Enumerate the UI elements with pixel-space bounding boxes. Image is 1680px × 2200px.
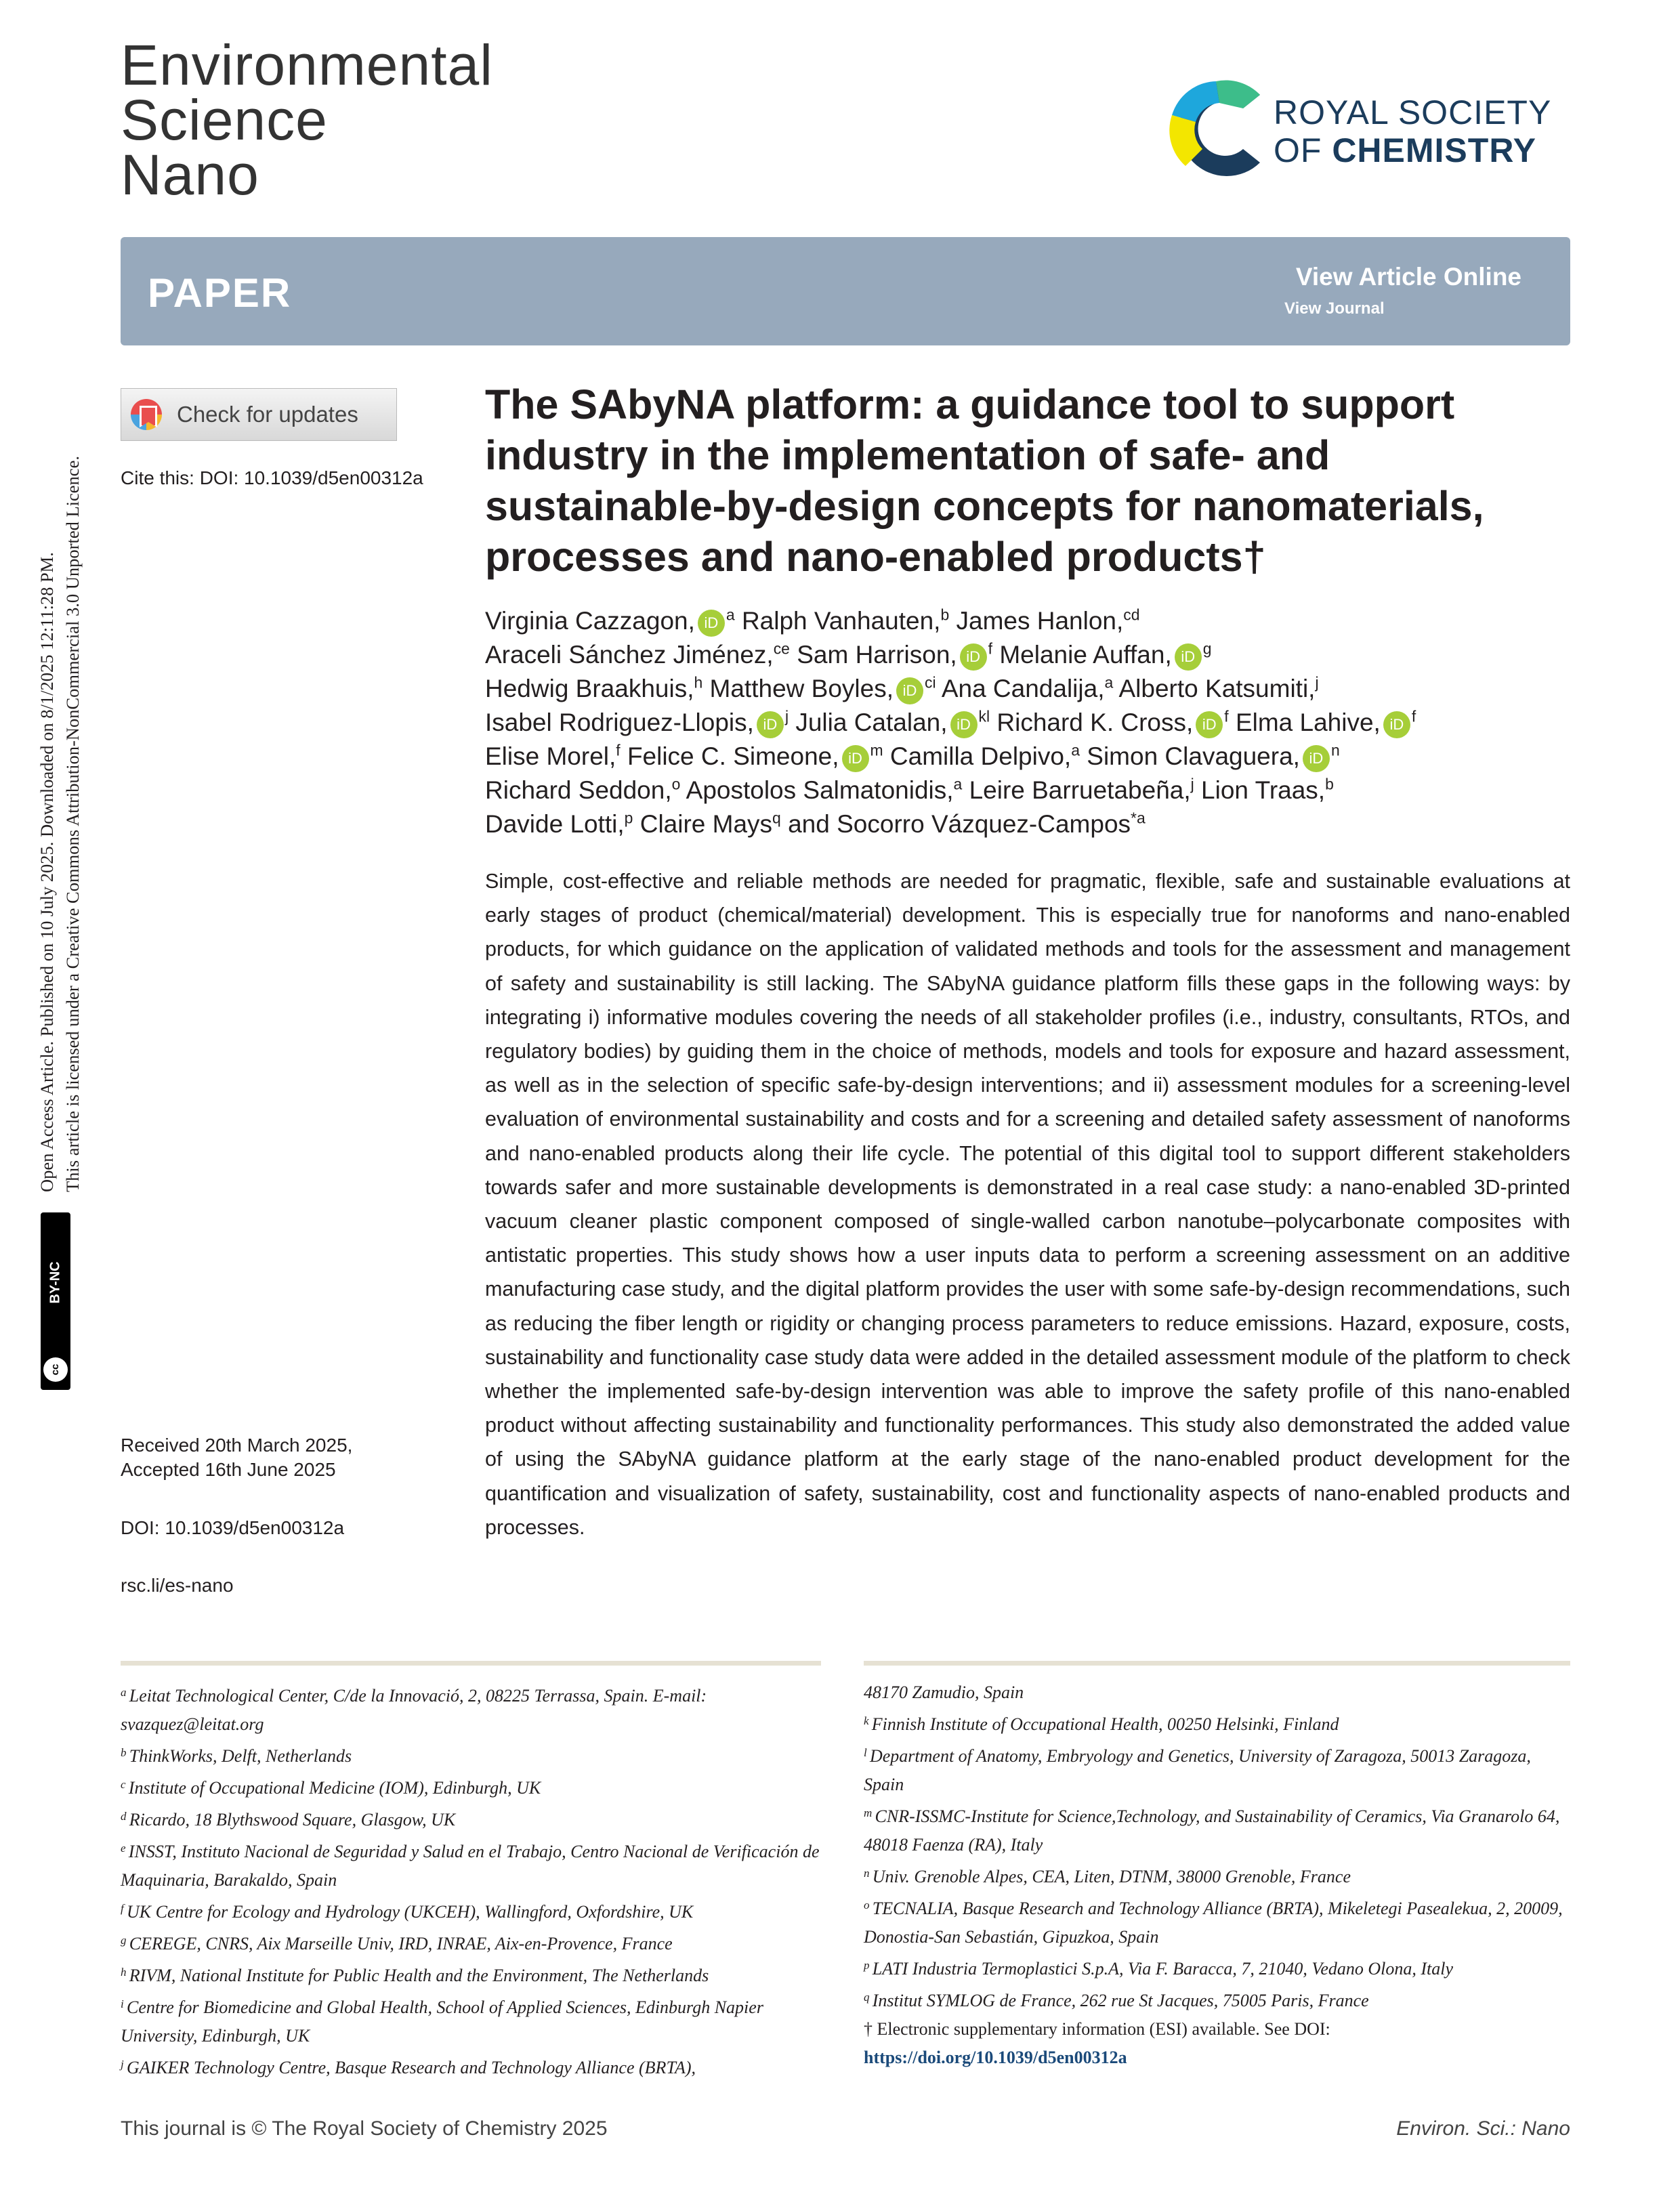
author: Sam Harrison, (797, 641, 957, 669)
author: James Hanlon, (956, 607, 1124, 635)
affiliation-text: CEREGE, CNRS, Aix Marseille Univ, IRD, INRAE, Aix-en-Provence, France (129, 1934, 673, 1953)
affiliation-marker: ci (924, 673, 936, 692)
author: Virginia Cazzagon, (485, 607, 695, 635)
affiliation-marker: a (953, 775, 963, 793)
affiliation (121, 1958, 825, 1990)
cite-doi[interactable]: DOI: 10.1039/d5en00312a (199, 467, 423, 488)
affiliation (864, 1891, 1572, 1951)
affiliation-text: INSST, Instituto Nacional de Seguridad y Salud en el Trabajo, Centro Nacional de Verificación de Maquinaria, Barakaldo, Spain (121, 1842, 820, 1890)
author-line (485, 807, 1570, 841)
crossmark-icon (131, 399, 162, 430)
affiliation-marker: j (1190, 775, 1194, 793)
affiliation-marker: q (772, 809, 781, 827)
author: Felice C. Simeone, (627, 742, 839, 770)
affiliation-marker: *a (1131, 809, 1146, 827)
affiliation-marker: p (864, 1959, 873, 1972)
open-access-notice (34, 257, 85, 1192)
affiliation-text: RIVM, National Institute for Public Health and the Environment, The Netherlands (129, 1966, 709, 1985)
affiliation-marker: j (784, 707, 789, 725)
author-line (485, 672, 1570, 706)
rsc-logo-icon (1165, 68, 1267, 190)
view-journal-link[interactable]: View Journal (1284, 299, 1385, 318)
orcid-icon[interactable]: iD (842, 745, 869, 772)
affiliation-marker: l (864, 1746, 870, 1759)
affiliation (121, 1739, 825, 1771)
orcid-icon[interactable]: iD (1196, 711, 1223, 738)
esi-link[interactable]: https://doi.org/10.1039/d5en00312a (864, 2048, 1127, 2067)
affiliation (864, 1739, 1572, 1799)
affiliation (121, 1926, 825, 1958)
logo-prefix: OF (1274, 131, 1332, 169)
affiliation-marker: g (121, 1934, 129, 1947)
logo-line2 (1274, 131, 1551, 169)
article-title: The SAbyNA platform: a guidance tool to support industry in the implementation of safe- and sustainable-by-design concepts for nanomaterials, processes and nano-enabled products† (485, 381, 1484, 580)
affiliation-text: Institut SYMLOG de France, 262 rue St Jacques, 75005 Paris, France (872, 1991, 1369, 2010)
orcid-icon[interactable]: iD (960, 643, 987, 671)
cc-license-badge[interactable] (41, 1212, 70, 1390)
affiliation-marker: f (1411, 707, 1416, 725)
affiliation (864, 1678, 1572, 1707)
affiliation-marker: o (671, 775, 681, 793)
author-line (485, 706, 1570, 740)
affiliations-right (864, 1678, 1572, 2072)
affiliation-marker: c (121, 1778, 129, 1791)
affiliation (864, 1859, 1572, 1891)
affiliation (121, 1990, 825, 2050)
affiliation-marker: j (1315, 673, 1319, 692)
affiliation-text: ThinkWorks, Delft, Netherlands (129, 1746, 352, 1766)
author: Julia Catalan, (795, 708, 948, 736)
article-history (121, 1433, 352, 1482)
journal-title (121, 33, 493, 207)
affiliation-marker: h (121, 1966, 129, 1979)
author: Apostolos Salmatonidis, (686, 776, 954, 804)
rsc-logo-text (1274, 93, 1551, 169)
affiliation (121, 1895, 825, 1926)
affiliation-marker: e (121, 1842, 129, 1855)
author: Alberto Katsumiti, (1118, 675, 1316, 702)
footnote-divider (121, 1661, 821, 1666)
affiliation (121, 1834, 825, 1895)
journal-short-link[interactable]: rsc.li/es-nano (121, 1575, 234, 1596)
affiliation-marker: kl (978, 707, 990, 725)
affiliation-text: Department of Anatomy, Embryology and Genetics, University of Zaragoza, 50013 Zaragoza, Spain (864, 1746, 1531, 1794)
affiliation-marker: n (1330, 741, 1340, 759)
affiliation (121, 1678, 825, 1739)
author: Hedwig Braakhuis, (485, 675, 694, 702)
article-type-banner (121, 237, 1570, 345)
author: Camilla Delpivo, (889, 742, 1072, 770)
affiliation-marker: f (121, 1902, 127, 1915)
esi-text: † Electronic supplementary information (ESI) available. See DOI: (864, 2019, 1330, 2039)
affiliation-text: 48170 Zamudio, Spain (864, 1683, 1024, 1702)
orcid-icon[interactable]: iD (896, 677, 923, 704)
logo-bold: CHEMISTRY (1332, 131, 1536, 169)
logo-line1: ROYAL SOCIETY (1274, 93, 1552, 131)
author-list (485, 604, 1570, 841)
journal-line: Science (121, 88, 328, 152)
license-line[interactable]: This article is licensed under a Creative Commons Attribution-NonCommercial 3.0 Unported Licence. (62, 456, 83, 1192)
author: Claire Mays (639, 810, 773, 838)
affiliation-marker: b (121, 1746, 129, 1759)
affiliations-left (121, 1678, 825, 2082)
affiliation-text: Leitat Technological Center, C/de la Innovació, 2, 08225 Terrassa, Spain. E-mail: svazquez@leitat.org (121, 1686, 707, 1734)
author: Lion Traas, (1201, 776, 1326, 804)
affiliation-marker: p (624, 809, 633, 827)
article-type-label: PAPER (148, 270, 292, 316)
author-line (485, 774, 1570, 807)
footer-copyright: This journal is © The Royal Society of Chemistry 2025 (121, 2117, 608, 2140)
affiliation-marker: a (1071, 741, 1080, 759)
footer-journal: Environ. Sci.: Nano (1396, 2117, 1570, 2140)
affiliation-marker: g (1202, 639, 1212, 658)
affiliation-text: LATI Industria Termoplastici S.p.A, Via F. Baracca, 7, 21040, Vedano Olona, Italy (872, 1959, 1454, 1979)
orcid-icon[interactable]: iD (698, 610, 725, 637)
article-doi[interactable]: DOI: 10.1039/d5en00312a (121, 1517, 345, 1538)
affiliation-marker: a (1104, 673, 1114, 692)
open-access-line: Open Access Article. Published on 10 July 2025. Downloaded on 8/1/2025 12:11:28 PM. (37, 552, 57, 1192)
check-for-updates-label: Check for updates (177, 402, 358, 427)
footnote-divider (864, 1661, 1570, 1666)
affiliation (864, 1707, 1572, 1739)
cite-label: Cite this: (121, 467, 200, 488)
affiliation-text: Centre for Biomedicine and Global Health, School of Applied Sciences, Edinburgh Napier University, Edinburgh, UK (121, 1997, 763, 2046)
author-line (485, 604, 1570, 638)
affiliation-marker: d (121, 1810, 129, 1823)
affiliation-marker: h (694, 673, 703, 692)
author: Matthew Boyles, (709, 675, 894, 702)
article-header (485, 379, 1570, 1544)
affiliation-text: Univ. Grenoble Alpes, CEA, Liten, DTNM, 38000 Grenoble, France (872, 1867, 1351, 1886)
journal-line: Nano (121, 143, 259, 207)
esi-note (864, 2015, 1572, 2072)
affiliation (121, 2050, 825, 2082)
author: Simon Clavaguera, (1087, 742, 1300, 770)
affiliation-text: UK Centre for Ecology and Hydrology (UKCEH), Wallingford, Oxfordshire, UK (126, 1902, 694, 1922)
affiliation (864, 1951, 1572, 1983)
view-article-online-link[interactable]: View Article Online (1295, 263, 1521, 291)
affiliation-marker: m (864, 1806, 875, 1819)
received-date: Received 20th March 2025, (121, 1435, 353, 1456)
author: Davide Lotti, (485, 810, 625, 838)
cite-this (121, 467, 423, 489)
orcid-icon[interactable]: iD (1175, 643, 1202, 671)
affiliation-marker: a (726, 606, 735, 624)
affiliation (121, 1771, 825, 1802)
affiliation-marker: f (616, 741, 621, 759)
author: Elise Morel, (485, 742, 616, 770)
accepted-date: Accepted 16th June 2025 (121, 1459, 336, 1480)
author: Isabel Rodriguez-Llopis, (485, 708, 754, 736)
affiliation-marker: f (1224, 707, 1229, 725)
abstract: Simple, cost-effective and reliable methods are needed for pragmatic, flexible, safe and sustainable evaluations at early stages of product (chemical/material) development. This is especially true for nanoforms and nano-enabled products, for which guidance on the application of validated methods and tools for the assessment and management of safety and sustainability is still lacking. The SAbyNA guidance platform fills these gaps in the following ways: by integrating i) informative modules covering the needs of all stakeholder profiles (i.e., industry, consultants, RTOs, and regulatory bodies) by guiding them in the choice of methods, models and tools for exposure and hazard assessment, as well as in the selection of specific safe-by-design interventions; and ii) assessment modules for a screening-level evaluation of environmental sustainability and costs and for a screening and detailed safety assessment of nanoforms and nano-enabled products along their life cycle. The potential of this digital tool to support different stakeholders towards safer and more sustainable developments is demonstrated in a real case study: a nano-enabled 3D-printed vacuum cleaner plastic component composed of single-walled carbon nanotube–polycarbonate composites with antistatic properties. This study shows how a user inputs data to perform a screening assessment on an additive manufacturing case study, and the digital platform provides the user with some safe-by-design recommendations, such as reducing the fiber length or rigidity or changing process parameters to reduce emissions. Hazard, exposure, costs, sustainability and functionality case study data were added in the detailed assessment module of the platform to check whether the implemented safe-by-design intervention was able to improve the safety profile of this nano-enabled product without affecting sustainability and functionality performances. This study also demonstrated the added value of using the SAbyNA guidance platform at the early stage of the nano-enabled product development for the quantification and visualization of safety, sustainability, cost and functionality aspects of nano-enabled products and processes. (485, 870, 1570, 1539)
affiliation (121, 1802, 825, 1834)
affiliation-marker: q (864, 1991, 873, 2004)
author: and Socorro Vázquez-Campos (788, 810, 1131, 838)
journal-line: Environmental (121, 33, 493, 97)
affiliation-marker: b (940, 606, 950, 624)
affiliation-marker: m (870, 741, 883, 759)
affiliation-text: TECNALIA, Basque Research and Technology Alliance (BRTA), Mikeletegi Pasealekua, 2, 20009, Donostia-San Sebastián, Gipuzkoa, Spain (864, 1899, 1563, 1947)
affiliation (864, 1983, 1572, 2015)
affiliation-text: Ricardo, 18 Blythswood Square, Glasgow, UK (129, 1810, 456, 1829)
affiliation-marker: o (864, 1899, 873, 1911)
affiliation-text: Finnish Institute of Occupational Health, 00250 Helsinki, Finland (871, 1714, 1339, 1734)
affiliation-text: GAIKER Technology Centre, Basque Research and Technology Alliance (BRTA), (126, 2058, 696, 2077)
affiliation-marker: i (121, 1997, 127, 2010)
rsc-logo[interactable] (1165, 68, 1572, 190)
author: Richard K. Cross, (996, 708, 1194, 736)
affiliation-text: Institute of Occupational Medicine (IOM), Edinburgh, UK (128, 1778, 541, 1798)
affiliation-marker: f (988, 639, 993, 658)
check-for-updates-button[interactable] (121, 388, 397, 441)
orcid-icon[interactable]: iD (950, 711, 978, 738)
affiliation-marker: b (1325, 775, 1334, 793)
affiliation-marker: ce (773, 639, 790, 658)
affiliation-marker: k (864, 1714, 872, 1727)
author: Melanie Auffan, (999, 641, 1172, 669)
author: Araceli Sánchez Jiménez, (485, 641, 774, 669)
affiliation-marker: cd (1123, 606, 1140, 624)
author: Leire Barruetabeña, (969, 776, 1191, 804)
orcid-icon[interactable]: iD (1303, 745, 1330, 772)
author: Elma Lahive, (1235, 708, 1381, 736)
affiliation-marker: n (864, 1867, 873, 1880)
orcid-icon[interactable]: iD (1383, 711, 1410, 738)
author: Ralph Vanhauten, (741, 607, 941, 635)
author-line (485, 638, 1570, 672)
affiliation-marker: a (121, 1686, 129, 1699)
cc-icon: cc (43, 1357, 68, 1382)
affiliation-text: CNR-ISSMC-Institute for Science,Technology, and Sustainability of Ceramics, Via Granarolo 64, 48018 Faenza (RA), Italy (864, 1806, 1560, 1855)
affiliation (864, 1799, 1572, 1859)
author: Richard Seddon, (485, 776, 672, 804)
affiliation-marker: j (121, 2058, 127, 2071)
orcid-icon[interactable]: iD (757, 711, 784, 738)
by-nc-label: BY-NC (47, 1261, 63, 1304)
author: Ana Candalija, (941, 675, 1105, 702)
author-line (485, 740, 1570, 774)
